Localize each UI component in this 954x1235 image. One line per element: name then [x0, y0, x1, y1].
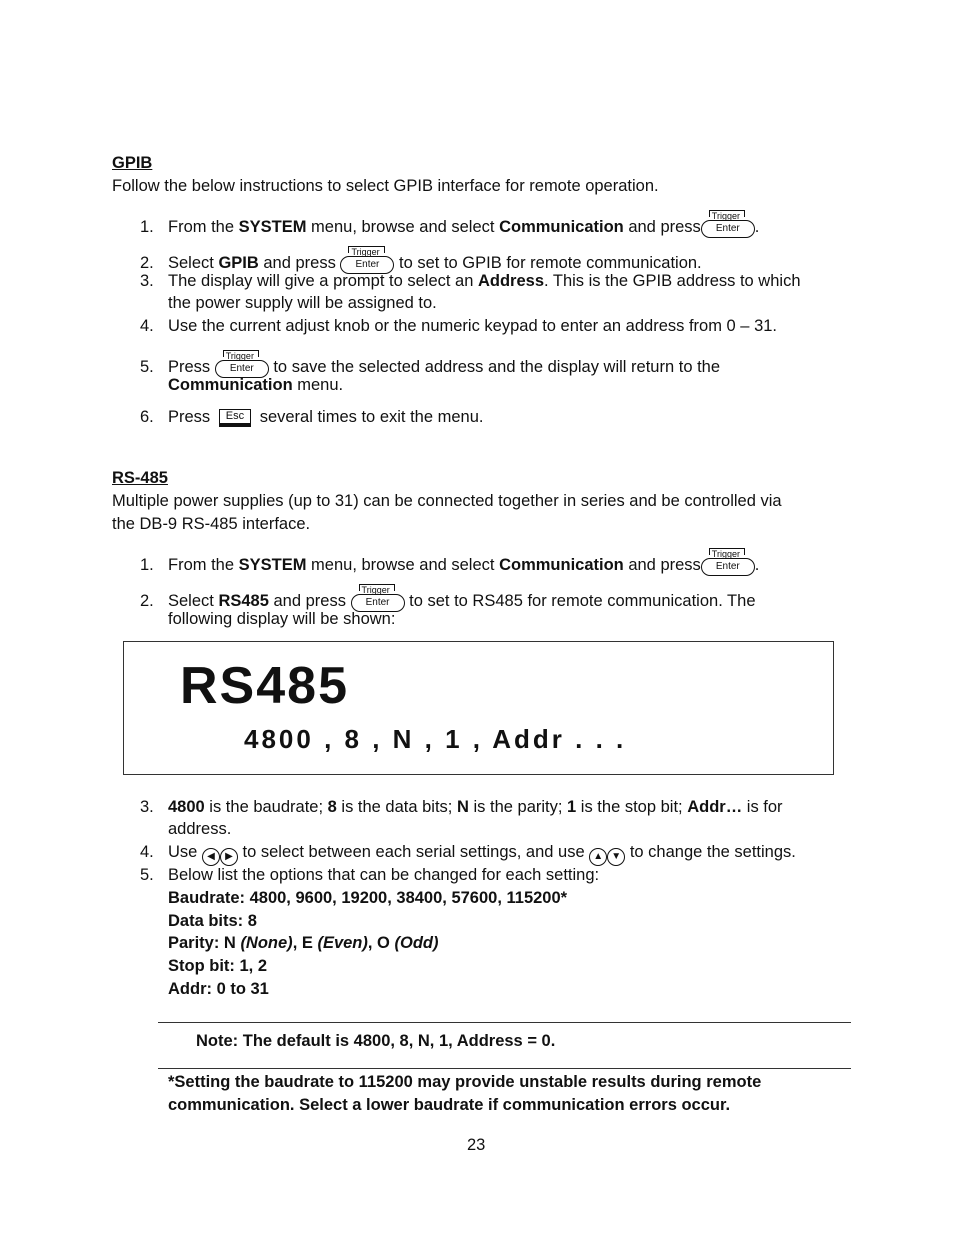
option-parity: Parity: N (None), E (Even), O (Odd) — [168, 934, 439, 952]
rs485-step-3: 3. 4800 is the baudrate; 8 is the data bits; N is the parity; 1 is the stop bit; Addr… is for — [140, 798, 783, 816]
trigger-enter-key-icon: Trigger Enter — [701, 212, 755, 238]
note-bottom-rule — [158, 1068, 851, 1069]
default-note: Note: The default is 4800, 8, N, 1, Address = 0. — [196, 1032, 556, 1050]
gpib-step-4: 4. Use the current adjust knob or the numeric keypad to enter an address from 0 – 31. — [140, 317, 778, 335]
gpib-step-3-line2: the power supply will be assigned to. — [168, 294, 437, 312]
note-top-rule — [158, 1022, 851, 1023]
up-arrow-icon: ▲ — [589, 848, 607, 866]
display-panel — [123, 641, 834, 775]
rs485-step-1: 1. From the SYSTEM menu, browse and select Communication and press Trigger Enter . — [140, 549, 760, 574]
left-arrow-icon: ◀ — [202, 848, 220, 866]
option-stop-bit: Stop bit: 1, 2 — [168, 957, 267, 975]
gpib-step-2: 2. Select GPIB and press Trigger Enter to set to GPIB for remote communication. — [140, 247, 702, 272]
display-line-1: RS485 — [180, 657, 349, 715]
right-arrow-icon: ▶ — [220, 848, 238, 866]
gpib-step-5-line2: Communication menu. — [168, 376, 344, 394]
rs485-step-2-line2: following display will be shown: — [168, 610, 396, 628]
rs485-step-5: 5. Below list the options that can be changed for each setting: — [140, 866, 600, 884]
trigger-enter-key-icon: Trigger Enter — [340, 248, 394, 274]
gpib-step-3: 3. The display will give a prompt to select an Address. This is the GPIB address to which — [140, 272, 801, 290]
baudrate-warning-line2: communication. Select a lower baudrate if communication errors occur. — [168, 1096, 731, 1114]
gpib-step-6: 6. Press Esc several times to exit the menu. — [140, 408, 484, 426]
baudrate-warning-line1: *Setting the baudrate to 115200 may provide unstable results during remote — [168, 1073, 762, 1091]
rs485-step-4: 4. Use ◀ ▶ to select between each serial settings, and use ▲ ▼ to change the settings. — [140, 842, 796, 866]
page-number: 23 — [467, 1136, 486, 1154]
gpib-heading: GPIB — [112, 154, 153, 172]
option-baudrate: Baudrate: 4800, 9600, 19200, 38400, 57600, 115200* — [168, 889, 568, 907]
trigger-enter-key-icon: Trigger Enter — [351, 586, 405, 612]
down-arrow-icon: ▼ — [607, 848, 625, 866]
option-addr: Addr: 0 to 31 — [168, 980, 269, 998]
rs485-step-2: 2. Select RS485 and press Trigger Enter to set to RS485 for remote communication. The — [140, 585, 756, 610]
esc-key-icon: Esc — [219, 409, 251, 427]
rs485-step-3-line2: address. — [168, 820, 232, 838]
gpib-step-5: 5. Press Trigger Enter to save the selected address and the display will return to the — [140, 351, 721, 376]
rs485-intro-line2: the DB-9 RS-485 interface. — [112, 515, 311, 533]
rs485-heading: RS-485 — [112, 469, 168, 487]
gpib-intro: Follow the below instructions to select GPIB interface for remote operation. — [112, 177, 659, 195]
display-line-2: 4800 , 8 , N , 1 , Addr . . . — [244, 724, 627, 754]
trigger-enter-key-icon: Trigger Enter — [701, 550, 755, 576]
trigger-enter-key-icon: Trigger Enter — [215, 352, 269, 378]
option-data-bits: Data bits: 8 — [168, 912, 257, 930]
gpib-step-1: 1. From the SYSTEM menu, browse and select Communication and press Trigger Enter . — [140, 211, 760, 236]
rs485-intro-line1: Multiple power supplies (up to 31) can be connected together in series and be controlled via — [112, 492, 782, 510]
